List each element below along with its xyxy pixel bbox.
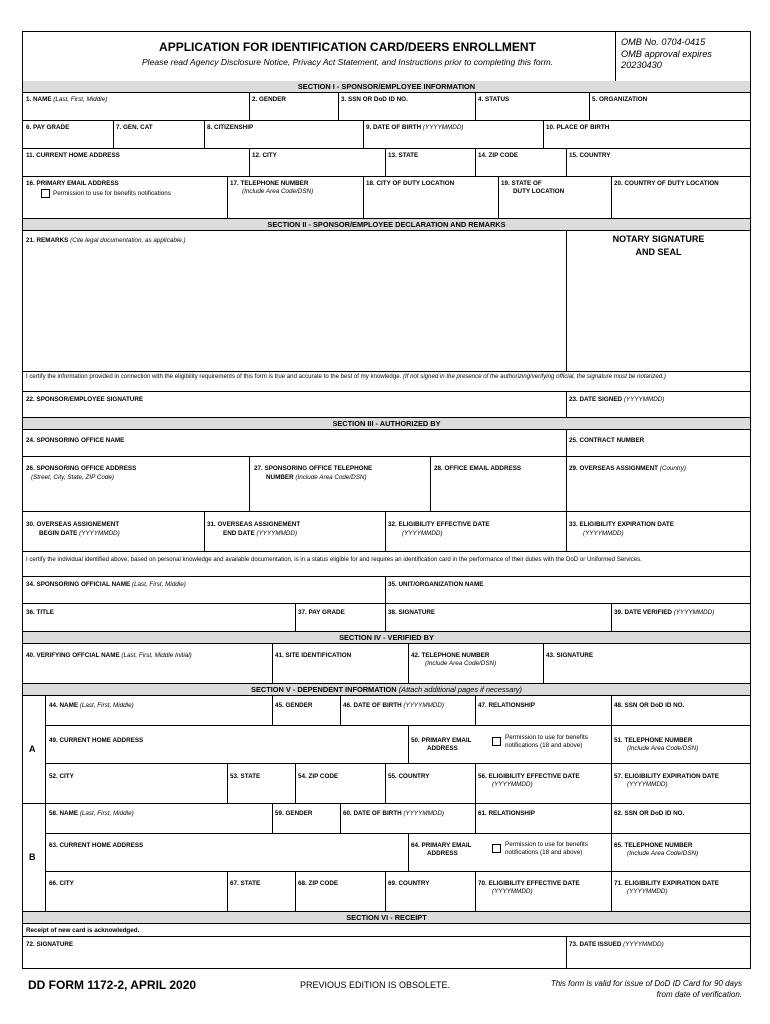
field-9-dob-label: 9. DATE OF BIRTH (YYYYMMDD) (366, 124, 464, 131)
dependent-a-ssn-label: 48. SSN OR DoD ID NO. (614, 702, 685, 709)
dependent-a-address-label: 49. CURRENT HOME ADDRESS (49, 737, 144, 744)
dependent-a-name-label: 44. NAME (Last, First, Middle) (49, 702, 134, 709)
field-36-title-label: 36. TITLE (26, 609, 54, 616)
dependent-b-zip-label: 68. ZIP CODE (298, 880, 339, 887)
validity-note: This form is valid for issue of DoD ID Card for 90 days from date of verification. (550, 979, 742, 999)
dependent-a-expiration-label: 57. ELIGIBILITY EXPIRATION DATE (614, 773, 719, 780)
previous-edition-note: PREVIOUS EDITION IS OBSOLETE. (300, 980, 451, 990)
dependent-b-letter: B (29, 852, 36, 862)
field-35-unit-label: 35. UNIT/ORGANIZATION NAME (388, 581, 484, 588)
section-6-header: SECTION VI - RECEIPT (23, 912, 750, 923)
field-3-ssn-label: 3. SSN OR DoD ID NO. (341, 96, 408, 103)
dependent-a-telephone-note: (Include Area Code/DSN) (627, 745, 699, 752)
dependent-a-effective-label: 56. ELIGIBILITY EFFECTIVE DATE (478, 773, 580, 780)
field-5-organization-label: 5. ORGANIZATION (592, 96, 648, 103)
field-12-city-label: 12. CITY (252, 152, 277, 159)
dependent-b-effective-note: (YYYYMMDD) (492, 888, 533, 895)
field-33-note: (YYYYMMDD) (583, 530, 624, 537)
field-43-signature-label: 43. SIGNATURE (546, 652, 594, 659)
dependent-b-permission-checkbox[interactable] (492, 844, 501, 853)
dependent-a-expiration-note: (YYYYMMDD) (627, 781, 668, 788)
field-29-overseas-label: 29. OVERSEAS ASSIGNMENT (Country) (569, 465, 686, 472)
field-18-duty-city-label: 18. CITY OF DUTY LOCATION (366, 180, 455, 187)
form-subtitle: Please read Agency Disclosure Notice, Privacy Act Statement, and Instructions prior to completing this form. (141, 57, 554, 67)
dependent-a-gender-label: 45. GENDER (275, 702, 313, 709)
section-4-header: SECTION IV - VERIFIED BY (23, 632, 750, 643)
field-8-citizenship-label: 8. CITIZENSHIP (207, 124, 254, 131)
dependent-b-address-label: 63. CURRENT HOME ADDRESS (49, 842, 144, 849)
section-3-header: SECTION III - AUTHORIZED BY (23, 418, 750, 429)
field-41-site-id-label: 41. SITE IDENTIFICATION (275, 652, 352, 659)
dependent-a-email-label: 50. PRIMARY EMAIL (411, 737, 472, 744)
field-17-note: (Include Area Code/DSN) (242, 188, 314, 195)
field-20-duty-country-label: 20. COUNTRY OF DUTY LOCATION (614, 180, 719, 187)
dependent-b-telephone-label: 65. TELEPHONE NUMBER (614, 842, 693, 849)
field-25-contract-label: 25. CONTRACT NUMBER (569, 437, 645, 444)
dependent-a-relationship-label: 47. RELATIONSHIP (478, 702, 535, 709)
dependent-a-state-label: 53. STATE (230, 773, 261, 780)
dependent-a-country-label: 55. COUNTRY (388, 773, 430, 780)
field-42-note: (Include Area Code/DSN) (425, 660, 497, 667)
dependent-a-letter: A (29, 744, 36, 754)
dependent-a-permission-text: Permission to use for benefits notifications (18 and above) (505, 734, 588, 749)
dependent-b-permission-text: Permission to use for benefits notifications (18 and above) (505, 841, 588, 856)
permission-checkbox[interactable] (41, 189, 50, 198)
notary-block (567, 233, 750, 259)
dependent-b-gender-label: 59. GENDER (275, 810, 313, 817)
field-27-office-telephone-label: 27. SPONSORING OFFICE TELEPHONE (254, 465, 373, 472)
field-42-telephone-label: 42. TELEPHONE NUMBER (411, 652, 490, 659)
field-30-begin-date-label-2: BEGIN DATE (YYYYMMDD) (39, 530, 120, 537)
field-38-signature-label: 38. SIGNATURE (388, 609, 436, 616)
section-2-header: SECTION II - SPONSOR/EMPLOYEE DECLARATION AND REMARKS (23, 219, 750, 230)
omb-block (621, 37, 712, 72)
field-39-date-verified-label: 39. DATE VERIFIED (YYYYMMDD) (614, 609, 715, 616)
form-id: DD FORM 1172-2, APRIL 2020 (28, 978, 197, 992)
dependent-a-effective-note: (YYYYMMDD) (492, 781, 533, 788)
field-37-pay-grade-label: 37. PAY GRADE (298, 609, 345, 616)
field-22-signature-label: 22. SPONSOR/EMPLOYEE SIGNATURE (26, 396, 144, 403)
field-73-date-issued-label: 73. DATE ISSUED (YYYYMMDD) (569, 941, 664, 948)
dependent-b-dob-label: 60. DATE OF BIRTH (YYYYMMDD) (343, 810, 445, 817)
field-1-name-label: 1. NAME (Last, First, Middle) (26, 96, 108, 103)
dependent-b-relationship-label: 61. RELATIONSHIP (478, 810, 535, 817)
id-card-application-form (22, 31, 751, 969)
omb-approval: OMB approval expires (621, 48, 712, 59)
dependent-b-email-label: 64. PRIMARY EMAIL (411, 842, 472, 849)
field-19-duty-state-label-2: DUTY LOCATION (513, 188, 565, 195)
field-40-verifying-official-label: 40. VERIFYING OFFCIAL NAME (Last, First, Middle Initial) (26, 652, 192, 659)
field-6-pay-grade-label: 6. PAY GRADE (26, 124, 70, 131)
omb-date: 20230430 (621, 60, 662, 70)
omb-number: OMB No. 0704-0415 (621, 37, 706, 47)
dependent-a-email-label-2: ADDRESS (427, 745, 458, 752)
dependent-b-name-label: 58. NAME (Last, First, Middle) (49, 810, 134, 817)
dependent-b-country-label: 69. COUNTRY (388, 880, 430, 887)
field-34-official-name-label: 34. SPONSORING OFFICIAL NAME (Last, First, Middle) (26, 581, 186, 588)
field-31-end-date-label-2: END DATE (YYYYMMDD) (223, 530, 298, 537)
dependent-b-expiration-label: 71. ELIGIBILITY EXPIRATION DATE (614, 880, 719, 887)
field-11-address-label: 11. CURRENT HOME ADDRESS (26, 152, 120, 159)
field-4-status-label: 4. STATUS (478, 96, 510, 103)
dependent-a-telephone-label: 51. TELEPHONE NUMBER (614, 737, 693, 744)
dependent-b-expiration-note: (YYYYMMDD) (627, 888, 668, 895)
dependent-a-dob-label: 46. DATE OF BIRTH (YYYYMMDD) (343, 702, 445, 709)
field-16-permission: Permission to use for benefits notifications (41, 189, 171, 198)
field-7-gen-cat-label: 7. GEN. CAT (116, 124, 153, 131)
receipt-acknowledgement: Receipt of new card is acknowledged. (26, 927, 140, 934)
field-32-note: (YYYYMMDD) (402, 530, 443, 537)
field-72-signature-label: 72. SIGNATURE (26, 941, 74, 948)
field-26-office-address-label: 26. SPONSORING OFFICE ADDRESS (26, 465, 137, 472)
dependent-b-state-label: 67. STATE (230, 880, 261, 887)
field-26-note: (Street, City, State, ZIP Code) (31, 474, 114, 481)
field-33-expiration-date-label: 33. ELIGIBILITY EXPIRATION DATE (569, 521, 674, 528)
dependent-b-effective-label: 70. ELIGIBILITY EFFECTIVE DATE (478, 880, 580, 887)
field-17-telephone-label: 17. TELEPHONE NUMBER (230, 180, 309, 187)
field-15-country-label: 15. COUNTRY (569, 152, 611, 159)
dependent-b-ssn-label: 62. SSN OR DoD ID NO. (614, 810, 685, 817)
field-32-effective-date-label: 32. ELIGIBILITY EFFECTIVE DATE (388, 521, 490, 528)
section-1-header: SECTION I - SPONSOR/EMPLOYEE INFORMATION (23, 81, 750, 92)
field-10-place-of-birth-label: 10. PLACE OF BIRTH (546, 124, 610, 131)
field-24-office-name-label: 24. SPONSORING OFFICE NAME (26, 437, 125, 444)
field-28-office-email-label: 28. OFFICE EMAIL ADDRESS (434, 465, 522, 472)
dependent-b-city-label: 66. CITY (49, 880, 74, 887)
field-21-remarks-label: 21. REMARKS (Cite legal documentation, as applicable.) (26, 237, 186, 244)
field-31-end-date-label: 31. OVERSEAS ASSIGNEMENT (207, 521, 301, 528)
field-19-duty-state-label: 19. STATE OF (501, 180, 542, 187)
field-27-office-telephone-label-2: NUMBER (Include Area Code/DSN) (266, 474, 367, 481)
field-16-email-label: 16. PRIMARY EMAIL ADDRESS (26, 180, 119, 187)
dependent-a-permission-checkbox[interactable] (492, 737, 501, 746)
official-certification-text: I certify the individual identified above, based on personal knowledge and available documentation, is in a status eligible for and requires an identification card in the performance of their duties with the DoD or Uniformed Services. (26, 556, 642, 563)
form-title: APPLICATION FOR IDENTIFICATION CARD/DEERS ENROLLMENT (159, 40, 536, 54)
field-14-zip-label: 14. ZIP CODE (478, 152, 519, 159)
dependent-a-city-label: 52. CITY (49, 773, 74, 780)
dependent-b-email-label-2: ADDRESS (427, 850, 458, 857)
section-5-header: SECTION V - DEPENDENT INFORMATION (Attach additional pages if necessary) (23, 684, 750, 695)
field-13-state-label: 13. STATE (388, 152, 419, 159)
field-23-date-signed-label: 23. DATE SIGNED (YYYYMMDD) (569, 396, 665, 403)
notary-signature-label: NOTARY SIGNATURE (612, 234, 705, 244)
dependent-a-zip-label: 54. ZIP CODE (298, 773, 339, 780)
field-2-gender-label: 2. GENDER (252, 96, 286, 103)
notary-seal-label: AND SEAL (635, 247, 682, 257)
sponsor-certification-text: I certify the information provided in connection with the eligibility requirements of this form is true and accurate to the best of my knowledge. (If not signed in the presence of the authorizing/verifying official, the signature must be notarized.) (26, 373, 666, 380)
dependent-b-telephone-note: (Include Area Code/DSN) (627, 850, 699, 857)
field-30-begin-date-label: 30. OVERSEAS ASSIGNEMENT (26, 521, 120, 528)
